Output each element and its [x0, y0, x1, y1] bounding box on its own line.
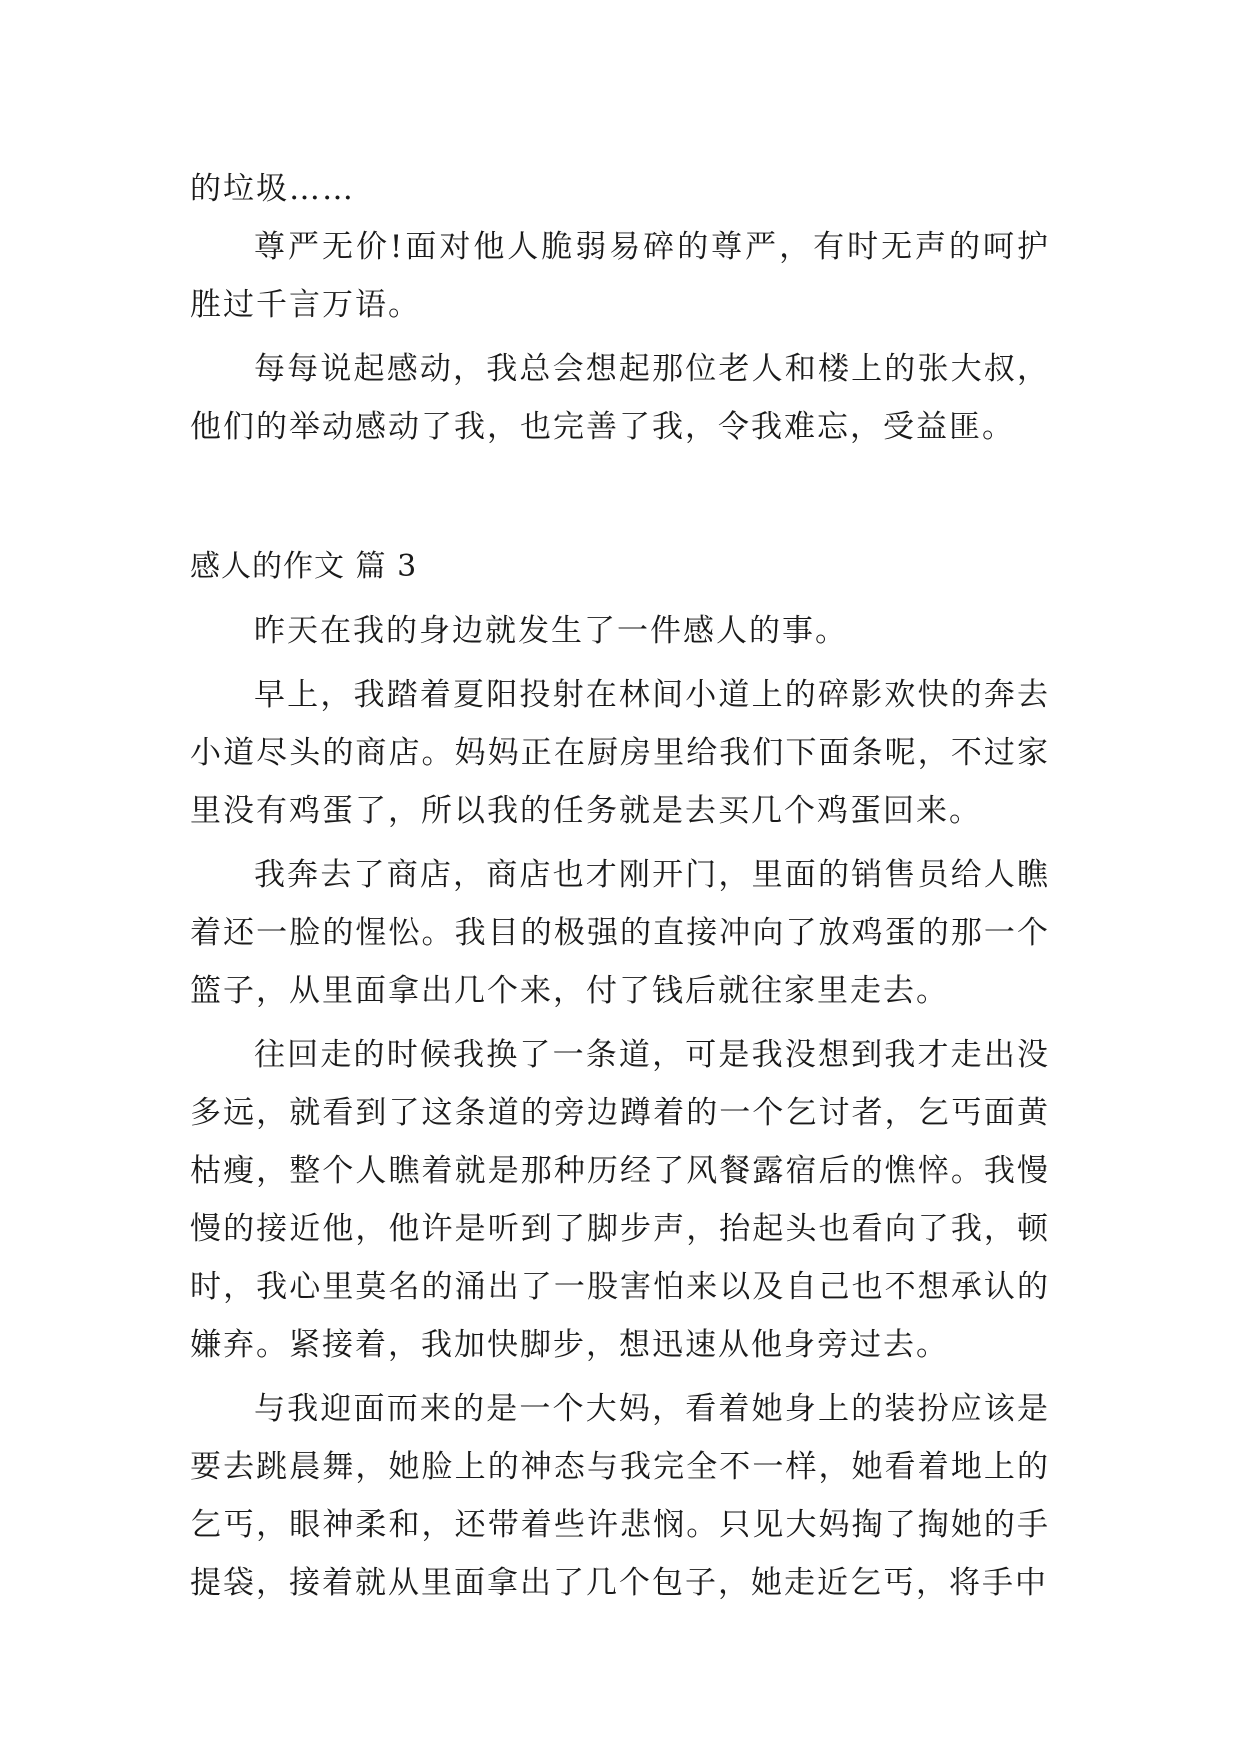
paragraph-dignity: 尊严无价!面对他人脆弱易碎的尊严，有时无声的呵护胜过千言万语。 [190, 229, 1050, 323]
document-body [190, 160, 1050, 1612]
paragraph-morning: 早上，我踏着夏阳投射在林间小道上的碎影欢快的奔去小道尽头的商店。妈妈正在厨房里给我们下面条呢，不过家里没有鸡蛋了，所以我的任务就是去买几个鸡蛋回来。 [190, 677, 1050, 829]
paragraph-auntie: 与我迎面而来的是一个大妈，看着她身上的装扮应该是要去跳晨舞，她脸上的神态与我完全不一样，她看着地上的乞丐，眼神柔和，还带着些许悲悯。只见大妈掏了掏她的手提袋，接着就从里面拿出了几个包子，她走近乞丐，将手中 [190, 1391, 1050, 1601]
paragraph-touched: 每每说起感动，我总会想起那位老人和楼上的张大叔，他们的举动感动了我，也完善了我，令我难忘，受益匪。 [190, 351, 1050, 445]
paragraph-beggar: 往回走的时候我换了一条道，可是我没想到我才走出没多远，就看到了这条道的旁边蹲着的一个乞讨者，乞丐面黄枯瘦，整个人瞧着就是那种历经了风餐露宿后的憔悴。我慢慢的接近他，他许是听到了脚步声，抬起头也看向了我，顿时，我心里莫名的涌出了一股害怕来以及自己也不想承认的嫌弃。紧接着，我加快脚步，想迅速从他身旁过去。 [190, 1037, 1050, 1363]
paragraph-continuation: 的垃圾…… [190, 171, 355, 207]
paragraph-store: 我奔去了商店，商店也才刚开门，里面的销售员给人瞧着还一脸的惺忪。我目的极强的直接冲向了放鸡蛋的那一个篮子，从里面拿出几个来，付了钱后就往家里走去。 [190, 857, 1050, 1009]
paragraph-yesterday: 昨天在我的身边就发生了一件感人的事。 [254, 613, 848, 649]
section-heading: 感人的作文 篇 3 [190, 549, 418, 584]
